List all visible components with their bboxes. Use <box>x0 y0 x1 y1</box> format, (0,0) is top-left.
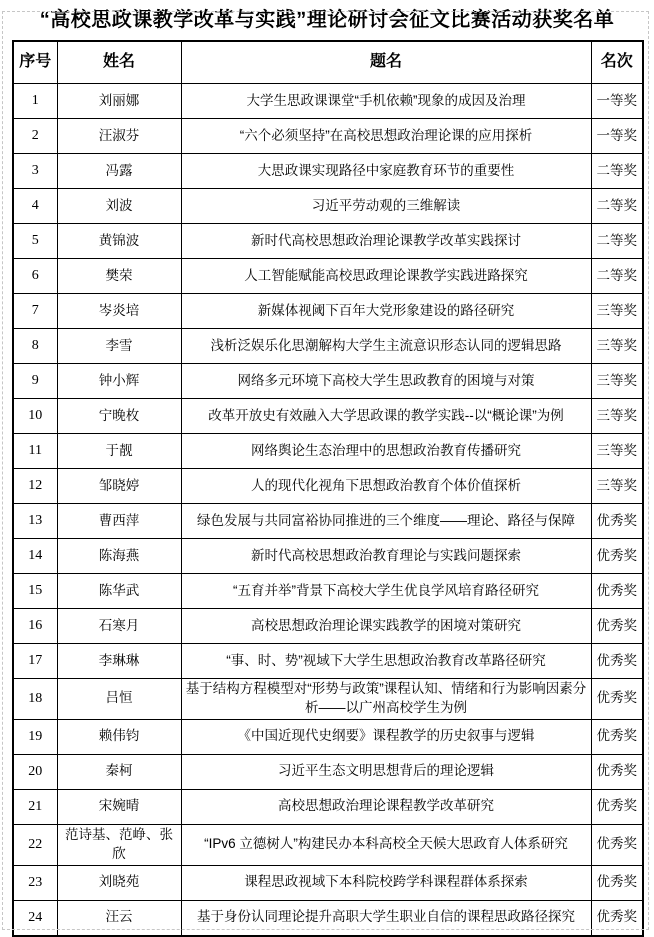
row-title-cell: 习近平生态文明思想背后的理论逻辑 <box>181 754 591 789</box>
row-name-cell: 范诗基、范峥、张欣 <box>57 824 181 865</box>
row-no-cell: 3 <box>13 154 57 189</box>
row-rank-cell: 三等奖 <box>591 434 643 469</box>
row-title-cell: 网络多元环境下高校大学生思政教育的困境与对策 <box>181 364 591 399</box>
row-title-cell: 网络舆论生态治理中的思想政治教育传播研究 <box>181 434 591 469</box>
row-name-cell: 汪淑芬 <box>57 119 181 154</box>
row-name-cell: 宁晚枚 <box>57 399 181 434</box>
row-no-cell: 20 <box>13 754 57 789</box>
row-rank-cell: 优秀奖 <box>591 539 643 574</box>
header-title: 题名 <box>181 41 591 84</box>
row-name-cell: 岑炎培 <box>57 294 181 329</box>
row-name-cell: 吕恒 <box>57 679 181 720</box>
row-name-cell: 于靓 <box>57 434 181 469</box>
row-no-cell: 6 <box>13 259 57 294</box>
row-no-cell: 9 <box>13 364 57 399</box>
table-row <box>13 329 643 364</box>
row-name-cell: 李雪 <box>57 329 181 364</box>
row-rank-cell: 优秀奖 <box>591 789 643 824</box>
table-row <box>13 679 643 720</box>
row-rank-cell: 优秀奖 <box>591 865 643 900</box>
row-title-cell: 新时代高校思想政治理论课教学改革实践探讨 <box>181 224 591 259</box>
row-title-cell: 改革开放史有效融入大学思政课的教学实践--以“概论课”为例 <box>181 399 591 434</box>
row-title-cell: 大学生思政课课堂“手机依赖”现象的成因及治理 <box>181 84 591 119</box>
table-row <box>13 609 643 644</box>
row-no-cell: 2 <box>13 119 57 154</box>
row-rank-cell: 优秀奖 <box>591 504 643 539</box>
row-title-cell: 课程思政视域下本科院校跨学科课程群体系探索 <box>181 865 591 900</box>
table-row <box>13 259 643 294</box>
row-rank-cell: 优秀奖 <box>591 609 643 644</box>
row-no-cell: 5 <box>13 224 57 259</box>
table-row <box>13 574 643 609</box>
table-header-row <box>13 41 643 84</box>
table-row <box>13 865 643 900</box>
row-name-cell: 钟小辉 <box>57 364 181 399</box>
table-row <box>13 754 643 789</box>
award-table <box>12 40 644 937</box>
row-title-cell: 习近平劳动观的三维解读 <box>181 189 591 224</box>
row-rank-cell: 二等奖 <box>591 189 643 224</box>
row-rank-cell: 优秀奖 <box>591 754 643 789</box>
row-name-cell: 冯露 <box>57 154 181 189</box>
row-name-cell: 陈华武 <box>57 574 181 609</box>
row-name-cell: 邹晓婷 <box>57 469 181 504</box>
row-no-cell: 19 <box>13 719 57 754</box>
row-rank-cell: 三等奖 <box>591 364 643 399</box>
row-title-cell: 浅析泛娱乐化思潮解构大学生主流意识形态认同的逻辑思路 <box>181 329 591 364</box>
table-row <box>13 119 643 154</box>
header-rank: 名次 <box>591 41 643 84</box>
row-title-cell: 绿色发展与共同富裕协同推进的三个维度——理论、路径与保障 <box>181 504 591 539</box>
row-name-cell: 秦柯 <box>57 754 181 789</box>
row-rank-cell: 二等奖 <box>591 259 643 294</box>
row-title-cell: “事、时、势”视域下大学生思想政治教育改革路径研究 <box>181 644 591 679</box>
row-rank-cell: 优秀奖 <box>591 574 643 609</box>
row-title-cell: “五育并举”背景下高校大学生优良学风培育路径研究 <box>181 574 591 609</box>
document-title: “高校思政课教学改革与实践”理论研讨会征文比赛活动获奖名单 <box>39 9 615 31</box>
row-name-cell: 刘丽娜 <box>57 84 181 119</box>
row-title-cell: 新时代高校思想政治教育理论与实践问题探索 <box>181 539 591 574</box>
row-name-cell: 宋婉晴 <box>57 789 181 824</box>
row-title-cell: 大思政课实现路径中家庭教育环节的重要性 <box>181 154 591 189</box>
table-row <box>13 824 643 865</box>
row-no-cell: 4 <box>13 189 57 224</box>
row-no-cell: 8 <box>13 329 57 364</box>
table-row <box>13 189 643 224</box>
row-no-cell: 11 <box>13 434 57 469</box>
row-name-cell: 黄锦波 <box>57 224 181 259</box>
row-rank-cell: 优秀奖 <box>591 679 643 720</box>
row-rank-cell: 三等奖 <box>591 469 643 504</box>
row-rank-cell: 优秀奖 <box>591 719 643 754</box>
table-row <box>13 644 643 679</box>
row-no-cell: 18 <box>13 679 57 720</box>
row-title-cell: 人的现代化视角下思想政治教育个体价值探析 <box>181 469 591 504</box>
table-row <box>13 224 643 259</box>
row-rank-cell: 优秀奖 <box>591 644 643 679</box>
row-title-cell: 基于结构方程模型对“形势与政策”课程认知、情绪和行为影响因素分析——以广州高校学生为例 <box>181 679 591 720</box>
row-no-cell: 1 <box>13 84 57 119</box>
table-row <box>13 789 643 824</box>
row-no-cell: 10 <box>13 399 57 434</box>
row-no-cell: 14 <box>13 539 57 574</box>
row-title-cell: 基于身份认同理论提升高职大学生职业自信的课程思政路径探究 <box>181 900 591 936</box>
table-row <box>13 504 643 539</box>
row-name-cell: 陈海燕 <box>57 539 181 574</box>
row-no-cell: 17 <box>13 644 57 679</box>
header-name: 姓名 <box>57 41 181 84</box>
row-name-cell: 赖伟钧 <box>57 719 181 754</box>
row-rank-cell: 优秀奖 <box>591 900 643 936</box>
table-row <box>13 154 643 189</box>
table-row <box>13 719 643 754</box>
row-no-cell: 16 <box>13 609 57 644</box>
row-no-cell: 23 <box>13 865 57 900</box>
row-rank-cell: 一等奖 <box>591 84 643 119</box>
row-name-cell: 刘波 <box>57 189 181 224</box>
row-rank-cell: 一等奖 <box>591 119 643 154</box>
row-rank-cell: 三等奖 <box>591 329 643 364</box>
row-name-cell: 樊荣 <box>57 259 181 294</box>
row-name-cell: 汪云 <box>57 900 181 936</box>
row-rank-cell: 三等奖 <box>591 399 643 434</box>
row-name-cell: 李琳琳 <box>57 644 181 679</box>
row-no-cell: 24 <box>13 900 57 936</box>
row-no-cell: 15 <box>13 574 57 609</box>
row-title-cell: “六个必须坚持”在高校思想政治理论课的应用探析 <box>181 119 591 154</box>
table-row <box>13 539 643 574</box>
table-row <box>13 434 643 469</box>
row-title-cell: 新媒体视阈下百年大党形象建设的路径研究 <box>181 294 591 329</box>
row-no-cell: 13 <box>13 504 57 539</box>
table-row <box>13 469 643 504</box>
row-rank-cell: 二等奖 <box>591 224 643 259</box>
row-rank-cell: 三等奖 <box>591 294 643 329</box>
table-row <box>13 900 643 936</box>
row-title-cell: “IPv6 立德树人”构建民办本科高校全天候大思政育人体系研究 <box>181 824 591 865</box>
table-header <box>13 41 643 84</box>
row-title-cell: 高校思想政治理论课程教学改革研究 <box>181 789 591 824</box>
row-no-cell: 21 <box>13 789 57 824</box>
table-row <box>13 84 643 119</box>
row-title-cell: 《中国近现代史纲要》课程教学的历史叙事与逻辑 <box>181 719 591 754</box>
table-row <box>13 364 643 399</box>
table-row <box>13 294 643 329</box>
row-name-cell: 曹西萍 <box>57 504 181 539</box>
row-name-cell: 石寒月 <box>57 609 181 644</box>
row-no-cell: 12 <box>13 469 57 504</box>
row-rank-cell: 二等奖 <box>591 154 643 189</box>
row-rank-cell: 优秀奖 <box>591 824 643 865</box>
header-no: 序号 <box>13 41 57 84</box>
row-name-cell: 刘晓苑 <box>57 865 181 900</box>
row-title-cell: 高校思想政治理论课实践教学的困境对策研究 <box>181 609 591 644</box>
table-row <box>13 399 643 434</box>
row-no-cell: 22 <box>13 824 57 865</box>
row-no-cell: 7 <box>13 294 57 329</box>
table-body <box>13 84 643 936</box>
row-title-cell: 人工智能赋能高校思政理论课教学实践进路探究 <box>181 259 591 294</box>
